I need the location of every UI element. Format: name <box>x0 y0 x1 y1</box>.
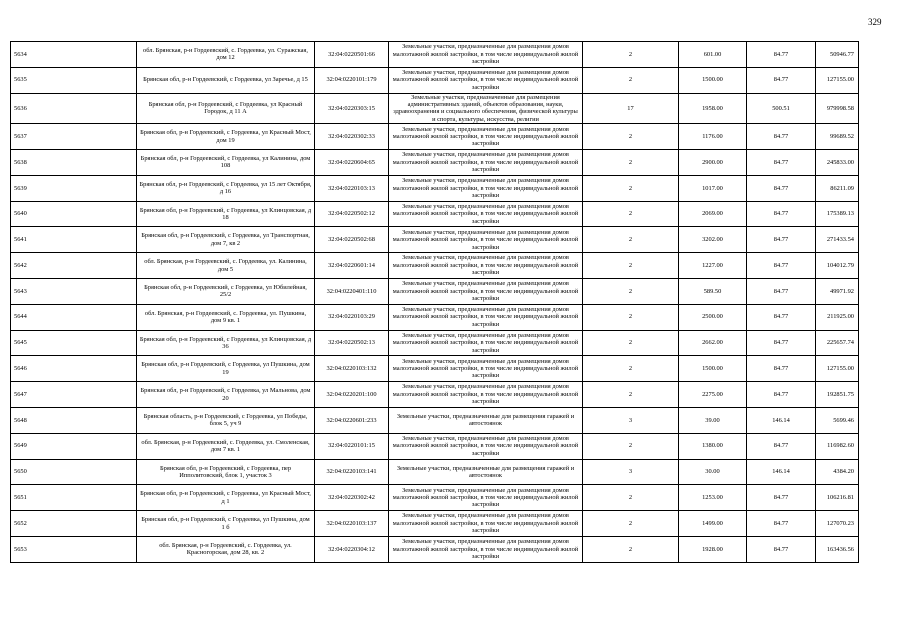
land-use-cell: Земельные участки, предназначенные для размещения домов малоэтажной жилой застройки, в том числе индивидуальной жилой застройки <box>389 124 583 150</box>
cadastral-number-cell: 32:04:0220302:33 <box>315 124 389 150</box>
area-cell: 2500.00 <box>679 304 747 330</box>
land-use-cell: Земельные участки, предназначенные для размещения домов малоэтажной жилой застройки, в том числе индивидуальной жилой застройки <box>389 279 583 305</box>
specific-value-cell: 84.77 <box>747 67 816 93</box>
land-use-cell: Земельные участки, предназначенные для размещения домов малоэтажной жилой застройки, в том числе индивидуальной жилой застройки <box>389 382 583 408</box>
land-use-cell: Земельные участки, предназначенные для размещения домов малоэтажной жилой застройки, в том числе индивидуальной жилой застройки <box>389 330 583 356</box>
land-use-cell: Земельные участки, предназначенные для размещения гаражей и автостоянок <box>389 459 583 485</box>
cadastral-number-cell: 32:04:0220601:233 <box>315 407 389 433</box>
area-cell: 589.50 <box>679 279 747 305</box>
specific-value-cell: 84.77 <box>747 227 816 253</box>
cadastral-value-cell: 127070.23 <box>816 511 859 537</box>
area-cell: 30.00 <box>679 459 747 485</box>
area-cell: 1928.00 <box>679 536 747 562</box>
cadastral-number-cell: 32:04:0220502:13 <box>315 330 389 356</box>
cadastral-number-cell: 32:04:0220303:15 <box>315 93 389 124</box>
cadastral-value-cell: 225657.74 <box>816 330 859 356</box>
address-cell: обл. Брянская, р-н Гордеевский, с. Гордеевка, ул. Суражская, дом 12 <box>137 42 315 68</box>
cadastral-value-cell: 50946.77 <box>816 42 859 68</box>
table-row <box>11 330 859 356</box>
table-row <box>11 433 859 459</box>
use-group-cell: 2 <box>583 124 679 150</box>
land-use-cell: Земельные участки, предназначенные для размещения домов малоэтажной жилой застройки, в том числе индивидуальной жилой застройки <box>389 201 583 227</box>
row-number-cell: 5650 <box>11 459 137 485</box>
specific-value-cell: 84.77 <box>747 356 816 382</box>
specific-value-cell: 84.77 <box>747 150 816 176</box>
row-number-cell: 5641 <box>11 227 137 253</box>
cadastral-number-cell: 32:04:0220401:110 <box>315 279 389 305</box>
row-number-cell: 5639 <box>11 175 137 201</box>
specific-value-cell: 84.77 <box>747 42 816 68</box>
specific-value-cell: 84.77 <box>747 304 816 330</box>
use-group-cell: 2 <box>583 253 679 279</box>
cadastral-value-cell: 4384.20 <box>816 459 859 485</box>
cadastral-value-cell: 271433.54 <box>816 227 859 253</box>
table-row <box>11 175 859 201</box>
cadastral-value-cell: 192851.75 <box>816 382 859 408</box>
specific-value-cell: 500.51 <box>747 93 816 124</box>
land-use-cell: Земельные участки, предназначенные для размещения административных зданий, объектов образования, науки, здравоохранения и социального обеспечения, физической культуры и спорта, культуры, искусства, религии <box>389 93 583 124</box>
cadastral-value-cell: 127155.00 <box>816 67 859 93</box>
cadastral-value-cell: 211925.00 <box>816 304 859 330</box>
page-number: 329 <box>868 17 882 27</box>
row-number-cell: 5649 <box>11 433 137 459</box>
use-group-cell: 2 <box>583 511 679 537</box>
area-cell: 2662.00 <box>679 330 747 356</box>
area-cell: 2900.00 <box>679 150 747 176</box>
area-cell: 1380.00 <box>679 433 747 459</box>
area-cell: 1176.00 <box>679 124 747 150</box>
cadastral-number-cell: 32:04:0220101:179 <box>315 67 389 93</box>
address-cell: Брянская обл, р-н Гордеевский, с Гордеевка, ул 15 лет Октября, д 16 <box>137 175 315 201</box>
specific-value-cell: 84.77 <box>747 253 816 279</box>
cadastral-number-cell: 32:04:0220103:137 <box>315 511 389 537</box>
address-cell: Брянская обл, р-н Гордеевский, с Гордеевка, ул Красный Мост, дом 19 <box>137 124 315 150</box>
land-use-cell: Земельные участки, предназначенные для размещения домов малоэтажной жилой застройки, в том числе индивидуальной жилой застройки <box>389 433 583 459</box>
row-number-cell: 5653 <box>11 536 137 562</box>
area-cell: 601.00 <box>679 42 747 68</box>
cadastral-value-cell: 979998.58 <box>816 93 859 124</box>
row-number-cell: 5634 <box>11 42 137 68</box>
land-use-cell: Земельные участки, предназначенные для размещения домов малоэтажной жилой застройки, в том числе индивидуальной жилой застройки <box>389 536 583 562</box>
address-cell: Брянская обл, р-н Гордеевский, с Гордеевка, ул Мальнова, дом 20 <box>137 382 315 408</box>
specific-value-cell: 84.77 <box>747 536 816 562</box>
cadastral-value-table <box>10 41 859 563</box>
table-row <box>11 67 859 93</box>
cadastral-number-cell: 32:04:0220302:42 <box>315 485 389 511</box>
cadastral-value-cell: 175389.13 <box>816 201 859 227</box>
area-cell: 2069.00 <box>679 201 747 227</box>
address-cell: Брянская обл, р-н Гордеевский, с Гордеевка, ул Клинцовская, д 18 <box>137 201 315 227</box>
table-row <box>11 279 859 305</box>
land-use-cell: Земельные участки, предназначенные для размещения домов малоэтажной жилой застройки, в том числе индивидуальной жилой застройки <box>389 356 583 382</box>
land-use-cell: Земельные участки, предназначенные для размещения домов малоэтажной жилой застройки, в том числе индивидуальной жилой застройки <box>389 485 583 511</box>
use-group-cell: 2 <box>583 536 679 562</box>
row-number-cell: 5648 <box>11 407 137 433</box>
row-number-cell: 5635 <box>11 67 137 93</box>
cadastral-number-cell: 32:04:0220601:14 <box>315 253 389 279</box>
row-number-cell: 5636 <box>11 93 137 124</box>
table-row <box>11 459 859 485</box>
row-number-cell: 5646 <box>11 356 137 382</box>
table-row <box>11 227 859 253</box>
row-number-cell: 5638 <box>11 150 137 176</box>
specific-value-cell: 146.14 <box>747 407 816 433</box>
land-use-cell: Земельные участки, предназначенные для размещения домов малоэтажной жилой застройки, в том числе индивидуальной жилой застройки <box>389 511 583 537</box>
use-group-cell: 3 <box>583 407 679 433</box>
address-cell: Брянская обл, р-н Гордеевский, с Гордеевка, ул Красный Мост, д 1 <box>137 485 315 511</box>
use-group-cell: 2 <box>583 42 679 68</box>
cadastral-value-cell: 104012.79 <box>816 253 859 279</box>
table-row <box>11 536 859 562</box>
address-cell: обл. Брянская, р-н Гордеевский, с. Гордеевка, ул. Смоленская, дом 7 кв. 1 <box>137 433 315 459</box>
specific-value-cell: 84.77 <box>747 124 816 150</box>
use-group-cell: 2 <box>583 150 679 176</box>
table-row <box>11 511 859 537</box>
address-cell: Брянская обл, р-н Гордеевский, с Гордеевка, ул Заречье, д 15 <box>137 67 315 93</box>
table-row <box>11 253 859 279</box>
table-row <box>11 382 859 408</box>
land-use-cell: Земельные участки, предназначенные для размещения домов малоэтажной жилой застройки, в том числе индивидуальной жилой застройки <box>389 304 583 330</box>
cadastral-number-cell: 32:04:0220501:66 <box>315 42 389 68</box>
table-row <box>11 304 859 330</box>
land-use-cell: Земельные участки, предназначенные для размещения домов малоэтажной жилой застройки, в том числе индивидуальной жилой застройки <box>389 253 583 279</box>
use-group-cell: 2 <box>583 330 679 356</box>
address-cell: Брянская обл, р-н Гордеевский, с Гордеевка, ул Клинцовская, д 36 <box>137 330 315 356</box>
land-use-cell: Земельные участки, предназначенные для размещения домов малоэтажной жилой застройки, в том числе индивидуальной жилой застройки <box>389 67 583 93</box>
cadastral-number-cell: 32:04:0220103:141 <box>315 459 389 485</box>
address-cell: обл. Брянская, р-н Гордеевский, с. Гордеевка, ул. Калинина, дом 5 <box>137 253 315 279</box>
row-number-cell: 5651 <box>11 485 137 511</box>
cadastral-number-cell: 32:04:0220103:13 <box>315 175 389 201</box>
specific-value-cell: 84.77 <box>747 511 816 537</box>
use-group-cell: 2 <box>583 485 679 511</box>
row-number-cell: 5645 <box>11 330 137 356</box>
cadastral-value-cell: 49971.92 <box>816 279 859 305</box>
table-row <box>11 93 859 124</box>
cadastral-number-cell: 32:04:0220502:12 <box>315 201 389 227</box>
area-cell: 3202.00 <box>679 227 747 253</box>
specific-value-cell: 84.77 <box>747 382 816 408</box>
use-group-cell: 3 <box>583 459 679 485</box>
cadastral-value-cell: 86211.09 <box>816 175 859 201</box>
specific-value-cell: 84.77 <box>747 330 816 356</box>
use-group-cell: 2 <box>583 382 679 408</box>
specific-value-cell: 84.77 <box>747 201 816 227</box>
address-cell: Брянская обл, р-н Гордеевский, с Гордеевка, ул Калинина, дом 108 <box>137 150 315 176</box>
use-group-cell: 2 <box>583 67 679 93</box>
area-cell: 2275.00 <box>679 382 747 408</box>
cadastral-number-cell: 32:04:0220201:100 <box>315 382 389 408</box>
address-cell: обл. Брянская, р-н Гордеевский, с. Гордеевка, ул. Пушкина, дом 9 кв. 1 <box>137 304 315 330</box>
row-number-cell: 5644 <box>11 304 137 330</box>
cadastral-number-cell: 32:04:0220101:15 <box>315 433 389 459</box>
cadastral-number-cell: 32:04:0220103:29 <box>315 304 389 330</box>
address-cell: Брянская обл, р-н Гордеевский, с Гордеевка, пер Ипполитовский, блок 1, участок 3 <box>137 459 315 485</box>
land-use-cell: Земельные участки, предназначенные для размещения домов малоэтажной жилой застройки, в том числе индивидуальной жилой застройки <box>389 150 583 176</box>
table-row <box>11 356 859 382</box>
area-cell: 1500.00 <box>679 67 747 93</box>
address-cell: Брянская обл, р-н Гордеевский, с Гордеевка, ул Пушкина, дом 1 б <box>137 511 315 537</box>
address-cell: Брянская область, р-н Гордеевский, с Гордеевка, ул Победы, блок 5, уч 9 <box>137 407 315 433</box>
specific-value-cell: 84.77 <box>747 279 816 305</box>
cadastral-number-cell: 32:04:0220502:68 <box>315 227 389 253</box>
cadastral-number-cell: 32:04:0220103:132 <box>315 356 389 382</box>
use-group-cell: 2 <box>583 356 679 382</box>
table-row <box>11 42 859 68</box>
land-use-cell: Земельные участки, предназначенные для размещения домов малоэтажной жилой застройки, в том числе индивидуальной жилой застройки <box>389 175 583 201</box>
row-number-cell: 5643 <box>11 279 137 305</box>
area-cell: 1500.00 <box>679 356 747 382</box>
table-row <box>11 485 859 511</box>
row-number-cell: 5652 <box>11 511 137 537</box>
land-use-cell: Земельные участки, предназначенные для размещения гаражей и автостоянок <box>389 407 583 433</box>
specific-value-cell: 84.77 <box>747 433 816 459</box>
cadastral-value-cell: 245833.00 <box>816 150 859 176</box>
area-cell: 1253.00 <box>679 485 747 511</box>
cadastral-number-cell: 32:04:0220304:12 <box>315 536 389 562</box>
use-group-cell: 2 <box>583 304 679 330</box>
specific-value-cell: 84.77 <box>747 175 816 201</box>
table-row <box>11 150 859 176</box>
row-number-cell: 5647 <box>11 382 137 408</box>
table-row <box>11 407 859 433</box>
land-use-cell: Земельные участки, предназначенные для размещения домов малоэтажной жилой застройки, в том числе индивидуальной жилой застройки <box>389 227 583 253</box>
cadastral-value-cell: 99689.52 <box>816 124 859 150</box>
use-group-cell: 2 <box>583 201 679 227</box>
use-group-cell: 17 <box>583 93 679 124</box>
specific-value-cell: 146.14 <box>747 459 816 485</box>
table-body <box>11 42 859 563</box>
area-cell: 39.00 <box>679 407 747 433</box>
use-group-cell: 2 <box>583 175 679 201</box>
cadastral-value-cell: 106216.81 <box>816 485 859 511</box>
cadastral-value-cell: 163436.56 <box>816 536 859 562</box>
row-number-cell: 5637 <box>11 124 137 150</box>
table-row <box>11 201 859 227</box>
address-cell: Брянская обл, р-н Гордеевский, с Гордеевка, ул Красный Городок, д 11 А <box>137 93 315 124</box>
use-group-cell: 2 <box>583 433 679 459</box>
use-group-cell: 2 <box>583 279 679 305</box>
row-number-cell: 5640 <box>11 201 137 227</box>
cadastral-number-cell: 32:04:0220604:65 <box>315 150 389 176</box>
table-row <box>11 124 859 150</box>
address-cell: обл. Брянская, р-н Гордеевский, с. Гордеевка, ул. Красногорская, дом 28, кв. 2 <box>137 536 315 562</box>
cadastral-value-cell: 127155.00 <box>816 356 859 382</box>
cadastral-value-cell: 5699.46 <box>816 407 859 433</box>
use-group-cell: 2 <box>583 227 679 253</box>
area-cell: 1499.00 <box>679 511 747 537</box>
address-cell: Брянская обл, р-н Гордеевский, с Гордеевка, ул Транспортная, дом 7, кв 2 <box>137 227 315 253</box>
address-cell: Брянская обл, р-н Гордеевский, с Гордеевка, ул Юбилейная, 25/2 <box>137 279 315 305</box>
specific-value-cell: 84.77 <box>747 485 816 511</box>
row-number-cell: 5642 <box>11 253 137 279</box>
area-cell: 1017.00 <box>679 175 747 201</box>
address-cell: Брянская обл, р-н Гордеевский, с Гордеевка, ул Пушкина, дом 19 <box>137 356 315 382</box>
land-use-cell: Земельные участки, предназначенные для размещения домов малоэтажной жилой застройки, в том числе индивидуальной жилой застройки <box>389 42 583 68</box>
area-cell: 1227.00 <box>679 253 747 279</box>
area-cell: 1958.00 <box>679 93 747 124</box>
cadastral-value-cell: 116982.60 <box>816 433 859 459</box>
